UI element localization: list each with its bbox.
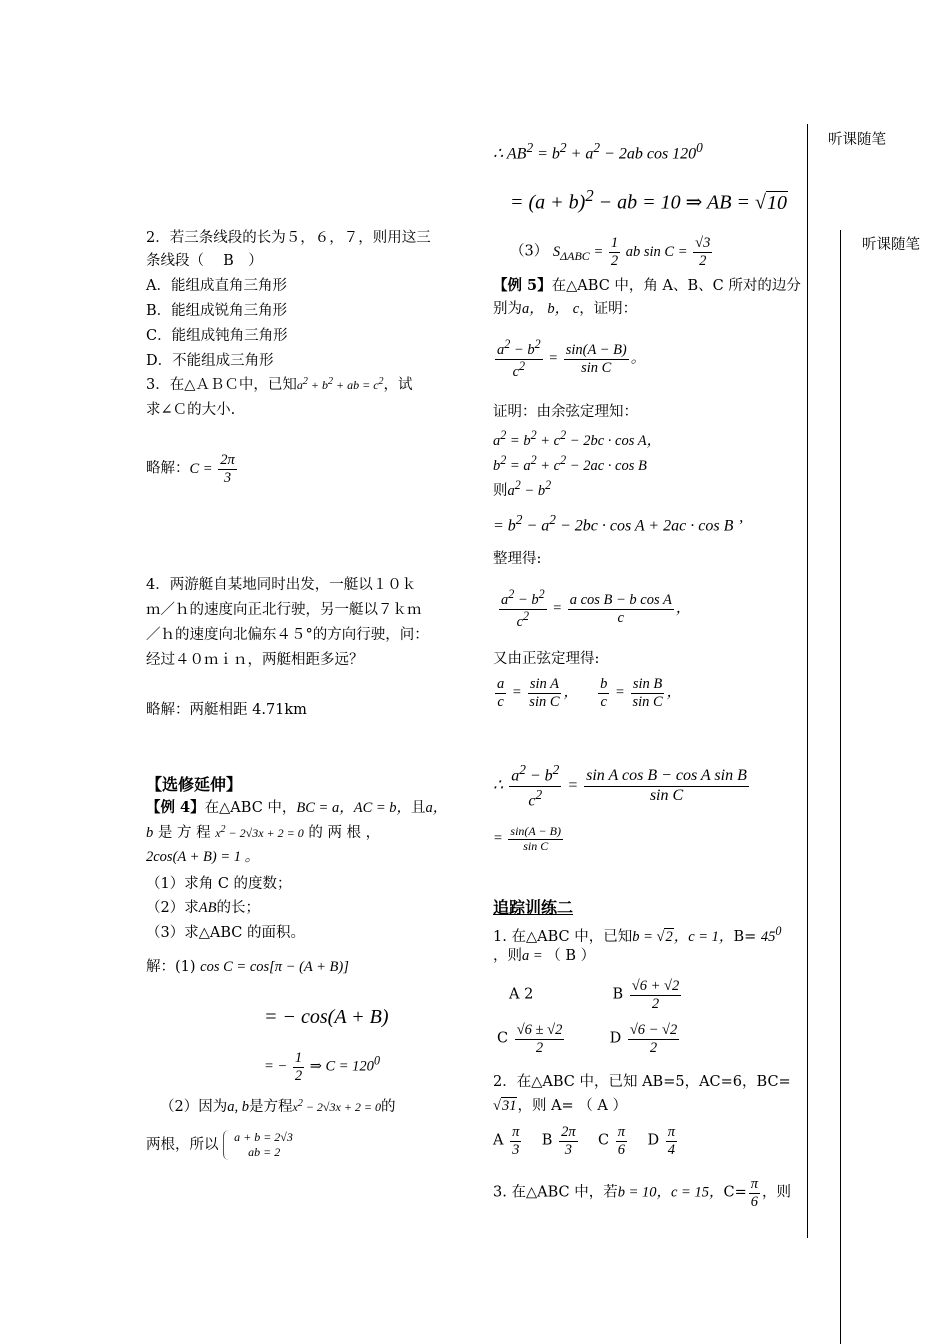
example-4-solution-2 [160,1098,396,1116]
question-2-line-2: 条线段（ B ） [146,253,263,269]
cosine-law-b: $b^2 = a^2 + c^2 - 2ac \cdot \cos B$ [493,453,647,474]
equation: $x^2 - 2√3x + 2 = 0$ [292,1098,382,1114]
proof-intro: 证明：由余弦定理知： [493,404,638,420]
option-a: A 2 [509,986,534,1003]
example-4-var-a: a， [425,800,448,816]
option-b: B [541,1132,553,1149]
then-label: 则 [493,482,508,499]
sine-law-label: 又由正弦定理得: [493,651,600,667]
question-4-line-4: 经过４０ｍｉｎ，两艇相距多远？ [146,652,364,668]
area-formula: $S_{\Delta ABC}$ = $\frac{1}{2}$ ab sin C = $\frac{√3}{2}$ [552,235,711,269]
example-4-text: 是 方 程 [157,825,211,841]
example-4-part-3-solution [510,235,714,269]
question-2-line-1: 2．若三条线段的长为５，６，７，则用这三 [146,230,431,246]
tracking-3-text: 3. 在△ABC 中，若 [493,1184,618,1201]
formula-cos-c: cos C = cos[π − (A + B)] [200,959,349,975]
tracking-2-bc: √31 [493,1098,517,1114]
example-4-condition: 2cos(A + B) = 1 。 [146,849,260,865]
example-4-text-tail: 的 两 根 ， [308,825,381,841]
question-3-line-2: 求∠Ｃ的大小. [146,402,236,418]
question-3-line-1 [146,376,413,394]
option-b-value: $\frac{2\pi}{3}$ [561,1124,576,1158]
tracking-2-options [493,1124,679,1158]
example-5-line-2 [493,300,637,318]
tracking-1-text: 1. 在△ABC 中，已知 [493,928,633,945]
part-2-line-2-text: 两根，所以 [146,1137,219,1153]
margin-divider-1 [807,124,808,1238]
example-5-text: 在△ABC 中，角 A、B、C 所对的边分 [551,278,801,294]
formula-ab-squared: ∴ $AB^2 = b^2 + a^2 - 2ab$ $\cos 120^0$ [493,140,703,163]
example-5-claim: $\frac{a^2 - b^2}{c^2}$ = $\frac{\sin(A - B)}{\text{sin C}}$ 。 [497,337,646,380]
option-b-value: $\frac{√6 + √2}{2}$ [631,978,680,1012]
question-2-option-c: C．能组成钝角三角形 [146,328,288,344]
example-4-line-1 [146,799,447,817]
part-2-intro: （2）因为 [160,1099,228,1115]
option-c-value: $\frac{√6 \pm √2}{2}$ [516,1022,563,1056]
example-4-part-1: （1）求角 C 的度数； [146,876,292,892]
final-formula: = $\frac{\sin(A - B)}{\text{sin C}}$ [493,824,561,853]
system-of-equations: a + b = 2√3 ab = 2 [223,1130,293,1160]
tracking-2-tail: ，则 A= （ A ） [517,1098,627,1114]
tracking-1-answer: （ B ） [546,948,596,964]
sides: a， b， c [522,301,580,317]
tracking-1-then: ，则 [493,948,522,964]
option-d-value: $\frac{√6 - √2}{2}$ [629,1022,678,1056]
question-4-line-2: ｍ／ｈ的速度向正北行驶，另一艇以７ｋｍ [146,602,422,618]
example-5-label: 【例 5】 [493,277,552,294]
example-4-var-b: b [146,825,154,841]
cosine-law-a: $a^2 = b^2 + c^2 - 2bc \cdot \cos A$， [493,428,662,449]
solution-label: 略解： [146,460,190,477]
example-4-and: 且 [411,800,426,816]
solution-label: 解：(1) [146,959,196,975]
part-2-text-tail: 的长； [216,900,260,916]
tracking-1-line-1 [493,924,781,946]
formula-neg-cos: = − cos(A + B) [264,1006,389,1028]
tracking-1-var: a = [522,948,547,964]
option-d-value: $\frac{\pi}{4}$ [667,1124,675,1158]
tracking-1-options-row-1 [509,978,683,1012]
side-note-label: 听课随笔 [862,237,920,253]
tracking-2-line-1: 2．在△ABC 中，已知 AB=5，AC=6，BC= [493,1074,791,1090]
question-2-option-b: B．能组成锐角三角形 [146,303,288,319]
example-4-part-3: （3）求△ABC 的面积。 [146,925,305,941]
conclusion-formula: ∴ $\frac{a^2 - b^2}{c^2}$ = $\frac{\text{sin A cos B − cos A sin B}}{\text{sin C}}$ [493,762,747,810]
example-5-text-3: ，证明： [579,301,638,317]
example-4-solution-1 [146,958,349,976]
tracking-1-given: b = √2，c = 1， [632,928,734,945]
question-4-line-1: 4．两游艇自某地同时出发，一艇以１０ｋ [146,577,417,593]
difference-formula: = $b^2 - a^2 - 2bc \cdot \cos A + 2ac \cdot \cos B$ ’ [493,512,743,535]
sine-law-formula: $\frac{a}{c}$ = $\frac{\text{sin A}}{\text{sin C}}$ ， $\frac{b}{c}$ = $\frac{\text{sin B}}{\text{sin C}}$ ， [497,676,682,710]
option-b: B [612,986,624,1003]
then-formula: $a^2 - b^2$ [507,478,552,499]
example-5-text-2: 别为 [493,301,522,317]
example-4-text: 在△ABC 中， [204,800,297,816]
option-c: C [598,1132,610,1149]
question-3-solution [146,452,239,486]
tracking-title: 追踪训练二 [493,898,574,917]
margin-divider-2 [840,230,841,1344]
then-line [493,478,551,500]
question-3-text-tail: ，试 [383,377,413,393]
tracking-3-given: b = 10，c = 15， [617,1184,724,1201]
arranged-formula: $\frac{a^2 - b^2}{c^2}$ = $\frac{\text{a cos B − b cos A}}{c}$ ， [501,587,691,630]
example-4-equation: $x^2 - 2√3x + 2 = 0$ [215,824,304,840]
tracking-3-line-1 [493,1176,791,1210]
side-note-label: 听课随笔 [828,132,886,148]
question-4-solution: 略解：两艇相距 4.71km [146,702,307,718]
tracking-2-line-2 [493,1097,627,1115]
question-2-option-d: D．不能组成三角形 [146,353,274,369]
part-2-mid: 是方程 [248,1099,293,1115]
option-a: A [493,1132,504,1149]
option-c: C [497,1030,509,1047]
arrange-label: 整理得: [493,551,542,567]
example-4-part-2 [146,899,260,917]
example-4-line-2 [146,824,380,842]
example-4-formula: BC = a，AC = b， [296,800,412,816]
part-3-label: （3） [510,243,549,260]
example-5-line-1 [493,277,801,295]
segment-ab: AB [198,900,217,916]
question-2-option-a: A．能组成直角三角形 [146,278,287,294]
formula-c-120: = − $\frac{1}{2}$ ⇒ $C = 120^0$ [264,1050,380,1084]
question-4-line-3: ／ｈ的速度向北偏东４５°的方向行驶，问： [146,627,429,643]
solution-formula: C = $\frac{2\pi}{3}$ [189,452,235,486]
option-a-value: $\frac{\pi}{3}$ [512,1124,520,1158]
option-d: D [647,1132,660,1149]
part-2-tail: 的 [381,1099,396,1115]
example-4-solution-2-line-2 [146,1130,293,1160]
option-d: D [609,1030,622,1047]
part-2-text: （2）求 [146,900,199,916]
option-c-value: $\frac{\pi}{6}$ [617,1124,625,1158]
tracking-1-angle: $B= 45^0$ [733,924,782,945]
formula-ab-root10: = $(a + b)^2$ − ab = 10 ⇒ AB = √10 [510,186,787,214]
tracking-1-line-2 [493,947,595,965]
roots: a, b [227,1099,249,1115]
tracking-3-tail: ，则 [761,1184,791,1201]
tracking-3-angle: C= $\frac{\pi}{6}$ [723,1176,758,1210]
section-title: 【选修延伸】 [146,775,243,794]
tracking-1-options-row-2 [497,1022,681,1056]
example-4-label: 【例 4】 [146,799,205,816]
question-3-text: 3．在△ＡＢＣ中，已知 [146,377,297,393]
question-3-formula: $a^2 + b^2$ + ab = $c^2$ [296,376,384,392]
